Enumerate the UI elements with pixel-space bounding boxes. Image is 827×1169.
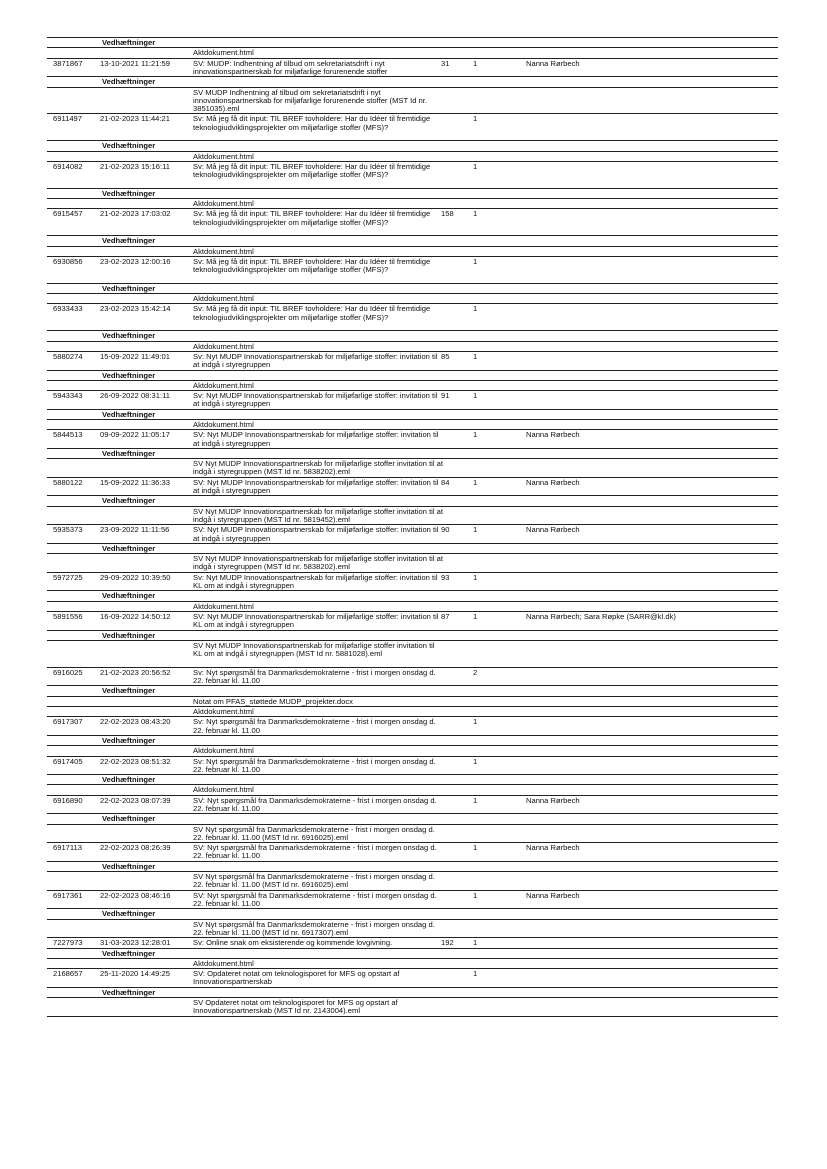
record-date: 23-02-2023 15:42:14 — [100, 304, 171, 314]
record-title: SV: Nyt MUDP Innovationspartnerskab for miljøfarlige stoffer: invitation til KL om at indgå i styregruppen — [193, 612, 439, 630]
record-row — [47, 968, 778, 988]
attachment-filename: Aktdokument.html — [193, 48, 254, 58]
record-title: SV: Nyt spørgsmål fra Danmarksdemokraterne - frist i morgen onsdag d. 22. februar kl. 11.00 — [193, 890, 437, 908]
attachment-filename: Aktdokument.html — [193, 420, 254, 429]
attachment-filename: Aktdokument.html — [193, 341, 254, 351]
record-row — [47, 256, 778, 284]
record-pages: 87 — [441, 612, 450, 621]
attachments-label: Vedhæftninger — [102, 861, 156, 871]
attachments-label: Vedhæftninger — [102, 909, 156, 919]
attachment-row — [47, 824, 778, 844]
attachments-label: Vedhæftninger — [102, 331, 156, 341]
attachment-filename: SV Nyt spørgsmål fra Danmarksdemokraterne - frist i morgen onsdag d. 22. februar kl. 11.00 (MST Id nr. 6916025).eml — [193, 824, 435, 842]
record-recipient: Nanna Rørbech — [526, 477, 580, 487]
record-title: Sv: Nyt spørgsmål fra Danmarksdemokraterne - frist i morgen onsdag d. 22. februar kl. 11.00 — [193, 717, 436, 735]
record-count: 1 — [473, 304, 478, 314]
record-pages: 31 — [441, 58, 450, 68]
attachment-row — [47, 640, 778, 668]
record-id: 5880122 — [53, 477, 83, 487]
record-title: Sv: Nyt spørgsmål fra Danmarksdemokraterne - frist i morgen onsdag d. 22. februar kl. 11.00 — [193, 667, 436, 686]
attachment-filename: SV MUDP Indhentning af tilbud om sekretariatsdrift i nyt innovationspartnerskab for miljøfarlige forurenende stoffer (MST Id nr. 3851035).eml — [193, 87, 427, 114]
record-pages: 158 — [441, 209, 454, 219]
record-count: 1 — [473, 717, 478, 727]
record-count: 1 — [473, 795, 478, 805]
record-id: 6917361 — [53, 890, 83, 900]
attachment-filename: Aktdokument.html — [193, 199, 254, 209]
record-id: 5935373 — [53, 525, 83, 535]
attachments-label: Vedhæftninger — [102, 543, 156, 553]
attachments-label: Vedhæftninger — [102, 775, 156, 785]
record-count: 1 — [473, 351, 478, 361]
record-title: Sv: Må jeg få dit input: TIL BREF tovholdere: Har du Idéer til fremtidige teknologiudviklingsprojekter om miljøfarlige stoffer (MFS)? — [193, 256, 431, 275]
record-date: 21-02-2023 11:44:21 — [100, 114, 170, 124]
record-id: 5880274 — [53, 351, 83, 361]
attachment-filename: SV Nyt MUDP Innovationspartnerskab for miljøfarlige stoffer invitation til at indgå i styregruppen (MST Id nr. 5838202).eml — [193, 459, 443, 477]
record-count: 1 — [473, 843, 478, 853]
record-count: 1 — [473, 938, 478, 948]
attachments-label: Vedhæftninger — [102, 686, 156, 696]
record-count: 1 — [473, 572, 478, 582]
record-id: 6915457 — [53, 209, 83, 219]
record-title: Sv: Online snak om eksisterende og kommende lovgivning. — [193, 938, 393, 948]
attachments-label: Vedhæftninger — [102, 141, 156, 151]
record-count: 1 — [473, 209, 478, 219]
record-title: Sv: Må jeg få dit input: TIL BREF tovholdere: Har du Idéer til fremtidige teknologiudviklingsprojekter om miljøfarlige stoffer (MFS)? — [193, 161, 431, 180]
record-title: Sv: Må jeg få dit input: TIL BREF tovholdere: Har du Idéer til fremtidige teknologiudviklingsprojekter om miljøfarlige stoffer (MFS)? — [193, 114, 431, 132]
record-date: 22-02-2023 08:26:39 — [100, 843, 171, 853]
attachment-filename: SV Nyt MUDP Innovationspartnerskab for miljøfarlige stoffer invitation til KL om at indgå i styregruppen (MST Id nr. 5881028).eml — [193, 640, 435, 659]
record-row — [47, 795, 778, 815]
record-pages: 192 — [441, 938, 454, 948]
record-count: 2 — [473, 667, 478, 677]
record-row — [47, 303, 778, 331]
attachment-row — [47, 506, 778, 526]
record-recipient: Nanna Rørbech — [526, 525, 580, 535]
attachment-filename: SV Nyt spørgsmål fra Danmarksdemokraterne - frist i morgen onsdag d. 22. februar kl. 11.00 (MST Id nr. 6917307).eml — [193, 919, 435, 937]
record-row — [47, 161, 778, 189]
attachments-label: Vedhæftninger — [102, 814, 156, 824]
record-title: Sv: Nyt MUDP Innovationspartnerskab for miljøfarlige stoffer: invitation til at indgå i styregruppen — [193, 351, 438, 370]
record-date: 21-02-2023 17:03:02 — [100, 209, 171, 219]
attachment-row — [47, 871, 778, 891]
record-date: 15-09-2022 11:49:01 — [100, 351, 170, 361]
record-id: 6914082 — [53, 161, 83, 171]
attachment-row — [47, 458, 778, 478]
attachment-filename: Aktdokument.html — [193, 601, 254, 611]
attachment-filename: Aktdokument.html — [193, 707, 254, 716]
record-recipient: Nanna Rørbech — [526, 58, 580, 68]
attachment-filename: SV Opdateret notat om teknologisporet for MFS og opstart af Innovationspartnerskab (MST Id nr. 2143004).eml — [193, 998, 398, 1016]
attachment-filename: Aktdokument.html — [193, 785, 254, 795]
attachment-row — [47, 997, 778, 1017]
record-row — [47, 208, 778, 236]
attachment-filename: SV Nyt spørgsmål fra Danmarksdemokraterne - frist i morgen onsdag d. 22. februar kl. 11.00 (MST Id nr. 6916025).eml — [193, 872, 435, 890]
record-date: 23-02-2023 12:00:16 — [100, 256, 171, 266]
attachments-label: Vedhæftninger — [102, 283, 156, 293]
record-count: 1 — [473, 477, 478, 487]
record-title: SV: Nyt MUDP Innovationspartnerskab for miljøfarlige stoffer: invitation til at indgå i styregruppen — [193, 430, 439, 448]
record-date: 21-02-2023 20:56:52 — [100, 667, 171, 677]
record-date: 16-09-2022 14:50:12 — [100, 612, 171, 621]
record-title: Sv: Må jeg få dit input: TIL BREF tovholdere: Har du Idéer til fremtidige teknologiudviklingsprojekter om miljøfarlige stoffer (MFS)? — [193, 209, 431, 227]
attachment-filename: Notat om PFAS_støttede MUDP_projekter.docx — [193, 696, 353, 706]
record-id: 6917405 — [53, 756, 83, 766]
record-recipient: Nanna Rørbech — [526, 843, 580, 853]
record-count: 1 — [473, 256, 478, 266]
attachment-filename: Aktdokument.html — [193, 746, 254, 756]
record-id: 6917307 — [53, 717, 83, 727]
table-end-rule — [47, 1016, 778, 1018]
record-date: 25-11-2020 14:49:25 — [100, 969, 170, 979]
attachments-label: Vedhæftninger — [102, 370, 156, 380]
record-count: 1 — [473, 161, 478, 171]
record-title: SV: Opdateret notat om teknologisporet for MFS og opstart af Innovationspartnerskab — [193, 969, 400, 987]
record-title: Sv: Nyt MUDP Innovationspartnerskab for miljøfarlige stoffer: invitation til at indgå i styregruppen — [193, 391, 438, 409]
record-id: 6911497 — [53, 114, 82, 124]
attachment-filename: Aktdokument.html — [193, 380, 254, 390]
record-recipient: Nanna Rørbech — [526, 890, 580, 900]
record-pages: 85 — [441, 351, 450, 361]
record-row — [47, 429, 778, 449]
attachment-row — [47, 919, 778, 939]
record-count: 1 — [473, 114, 478, 124]
attachment-filename: Aktdokument.html — [193, 294, 254, 304]
record-date: 22-02-2023 08:07:39 — [100, 795, 171, 805]
record-row — [47, 58, 778, 78]
record-date: 13-10-2021 11:21:59 — [100, 58, 170, 68]
record-date: 09-09-2022 11:05:17 — [100, 430, 170, 440]
record-title: Sv: Nyt MUDP Innovationspartnerskab for miljøfarlige stoffer: invitation til KL om at indgå i styregruppen — [193, 572, 438, 591]
record-title: SV: Nyt MUDP Innovationspartnerskab for miljøfarlige stoffer: invitation til at indgå i styregruppen — [193, 477, 439, 496]
attachment-row — [47, 87, 778, 115]
record-count: 1 — [473, 890, 478, 900]
record-row — [47, 890, 778, 910]
record-count: 1 — [473, 58, 478, 68]
record-pages: 91 — [441, 391, 450, 401]
record-row — [47, 667, 778, 687]
attachments-label: Vedhæftninger — [102, 735, 156, 745]
record-row — [47, 524, 778, 544]
record-id: 5972725 — [53, 572, 83, 582]
record-count: 1 — [473, 391, 478, 401]
record-title: Sv: Nyt spørgsmål fra Danmarksdemokraterne - frist i morgen onsdag d. 22. februar kl. 11.00 — [193, 756, 436, 774]
record-id: 6930856 — [53, 256, 83, 266]
attachments-label: Vedhæftninger — [102, 630, 156, 640]
attachments-label: Vedhæftninger — [102, 987, 156, 997]
record-pages: 93 — [441, 572, 450, 582]
attachments-label: Vedhæftninger — [102, 77, 156, 87]
record-row — [47, 351, 778, 371]
record-date: 22-02-2023 08:46:16 — [100, 890, 171, 900]
attachments-label: Vedhæftninger — [102, 591, 156, 601]
record-row — [47, 611, 778, 631]
record-date: 29-09-2022 10:39:50 — [100, 572, 171, 582]
record-row — [47, 756, 778, 776]
attachments-label: Vedhæftninger — [102, 496, 156, 506]
record-title: SV: MUDP: Indhentning af tilbud om sekretariatsdrift i nyt innovationspartnerskab for miljøfarlige forurenende stoffer — [193, 58, 388, 76]
record-title: SV: Nyt MUDP Innovationspartnerskab for miljøfarlige stoffer: invitation til at indgå i styregruppen — [193, 525, 439, 543]
record-id: 6933433 — [53, 304, 83, 314]
record-date: 15-09-2022 11:36:33 — [100, 477, 170, 487]
record-row — [47, 477, 778, 497]
attachment-row — [47, 553, 778, 573]
attachments-label: Vedhæftninger — [102, 948, 156, 958]
record-count: 1 — [473, 756, 478, 766]
record-row — [47, 842, 778, 862]
record-date: 22-02-2023 08:51:32 — [100, 756, 171, 766]
attachment-filename: Aktdokument.html — [193, 958, 254, 968]
record-pages: 90 — [441, 525, 450, 535]
attachment-filename: SV Nyt MUDP Innovationspartnerskab for miljøfarlige stoffer invitation til at indgå i styregruppen (MST Id nr. 5838202).eml — [193, 554, 443, 572]
attachments-label: Vedhæftninger — [102, 409, 156, 419]
record-date: 22-02-2023 08:43:20 — [100, 717, 171, 727]
record-date: 21-02-2023 15:16:11 — [100, 161, 170, 171]
attachments-label: Vedhæftninger — [102, 236, 156, 246]
record-id: 6916025 — [53, 667, 83, 677]
record-count: 1 — [473, 969, 478, 979]
record-id: 6916890 — [53, 795, 83, 805]
record-id: 3871867 — [53, 58, 83, 68]
record-row — [47, 572, 778, 592]
attachments-label: Vedhæftninger — [102, 38, 156, 47]
record-id: 7227973 — [53, 938, 83, 948]
record-row — [47, 716, 778, 736]
record-count: 1 — [473, 525, 478, 535]
record-id: 5943343 — [53, 391, 83, 401]
record-title: Sv: Må jeg få dit input: TIL BREF tovholdere: Har du Idéer til fremtidige teknologiudviklingsprojekter om miljøfarlige stoffer (MFS)? — [193, 304, 431, 322]
record-date: 31-03-2023 12:28:01 — [100, 938, 171, 948]
record-title: SV: Nyt spørgsmål fra Danmarksdemokraterne - frist i morgen onsdag d. 22. februar kl. 11.00 — [193, 795, 437, 813]
record-recipient: Nanna Rørbech — [526, 795, 580, 805]
record-row — [47, 390, 778, 410]
record-count: 1 — [473, 612, 478, 621]
record-id: 6917113 — [53, 843, 82, 853]
attachments-label: Vedhæftninger — [102, 188, 156, 198]
record-recipient: Nanna Rørbech — [526, 430, 580, 440]
record-date: 23-09-2022 11:11:56 — [100, 525, 170, 535]
record-id: 5891556 — [53, 612, 83, 621]
record-id: 5844513 — [53, 430, 83, 440]
attachments-label: Vedhæftninger — [102, 448, 156, 458]
record-row — [47, 113, 778, 141]
record-count: 1 — [473, 430, 478, 440]
attachment-filename: Aktdokument.html — [193, 151, 254, 161]
attachment-filename: Aktdokument.html — [193, 246, 254, 256]
record-date: 26-09-2022 08:31:11 — [100, 391, 170, 401]
record-title: SV: Nyt spørgsmål fra Danmarksdemokraterne - frist i morgen onsdag d. 22. februar kl. 11.00 — [193, 843, 437, 861]
record-recipient: Nanna Rørbech; Sara Røpke (SARR@kl.dk) — [526, 612, 676, 621]
record-id: 2168657 — [53, 969, 83, 979]
record-pages: 84 — [441, 477, 450, 487]
attachment-filename: SV Nyt MUDP Innovationspartnerskab for miljøfarlige stoffer invitation til at indgå i styregruppen (MST Id nr. 5819452).eml — [193, 506, 443, 524]
